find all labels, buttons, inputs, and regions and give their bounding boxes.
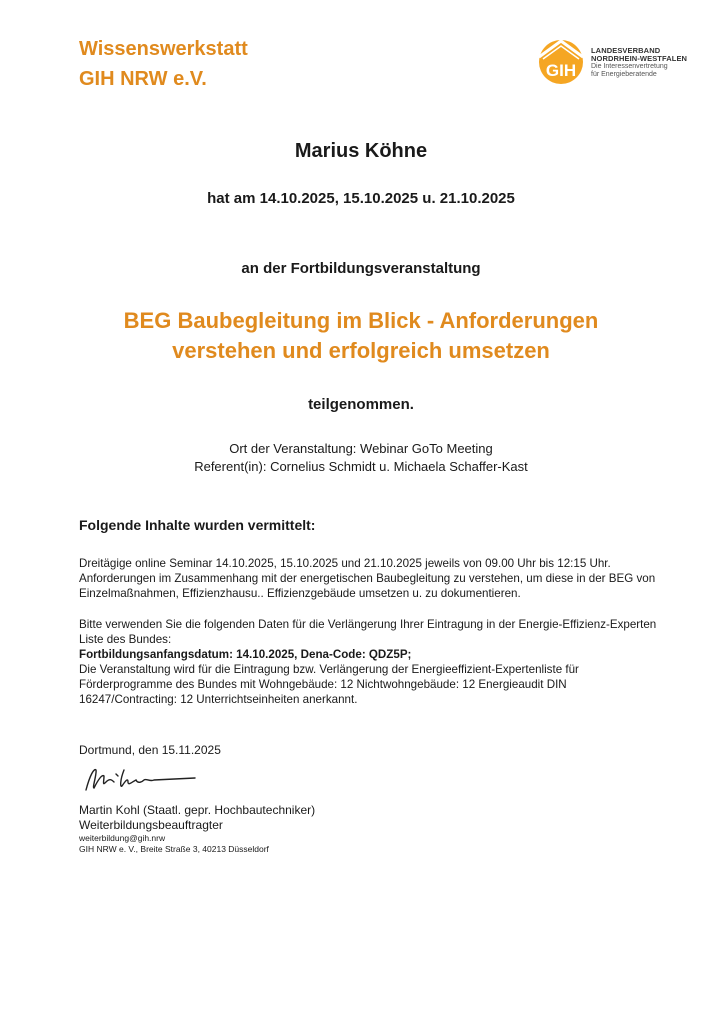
participation-dates: hat am 14.10.2025, 15.10.2025 u. 21.10.2025 <box>207 190 515 207</box>
logo-line1: LANDESVERBAND <box>591 46 661 55</box>
gih-logo <box>535 35 715 85</box>
p1-line3: Einzelmaßnahmen, Effizienzhausu.. Effizienzgebäude umsetzen u. zu dokumentieren. <box>79 587 521 600</box>
contact-email[interactable]: weiterbildung@gih.nrw <box>79 833 166 843</box>
contents-heading: Folgende Inhalte wurden vermittelt: <box>79 517 316 533</box>
contents-paragraph-2 <box>79 617 709 707</box>
p2-line2: Liste des Bundes: <box>79 633 172 646</box>
svg-text:GIH: GIH <box>545 61 577 80</box>
org-title-line2: GIH NRW e.V. <box>79 68 207 90</box>
event-speakers: Referent(in): Cornelius Schmidt u. Michaela Schaffer-Kast <box>194 459 528 474</box>
participant-name: Marius Köhne <box>294 140 428 162</box>
signer-name: Martin Kohl (Staatl. gepr. Hochbautechniker) <box>79 803 316 817</box>
signature-icon <box>80 760 200 800</box>
signer-block <box>79 803 315 855</box>
dena-code-line: Fortbildungsanfangsdatum: 14.10.2025, Dena-Code: QDZ5P; <box>79 648 412 661</box>
course-title <box>0 306 722 366</box>
course-title-line1: BEG Baubegleitung im Blick - Anforderungen <box>123 308 599 333</box>
logo-line3: Die Interessenvertretung <box>591 63 668 70</box>
place-date: Dortmund, den 15.11.2025 <box>79 743 221 757</box>
gih-logo-mark-icon <box>535 35 587 85</box>
postal-address: GIH NRW e. V., Breite Straße 3, 40213 Düsseldorf <box>79 844 269 854</box>
participated-text: teilgenommen. <box>308 396 414 413</box>
p1-line2: Anforderungen im Zusammenhang mit der energetischen Baubegleitung zu verstehen, um diese in der BEG von <box>79 572 656 585</box>
event-details <box>0 440 722 476</box>
event-intro: an der Fortbildungsveranstaltung <box>241 260 481 277</box>
course-title-line2: verstehen und erfolgreich umsetzen <box>172 338 550 363</box>
contents-paragraph-1 <box>79 556 709 601</box>
p2-line5: Förderprogramme des Bundes mit Wohngebäude: 12 Nichtwohngebäude: 12 Energieaudit DIN <box>79 678 567 691</box>
organization-title <box>79 34 248 94</box>
logo-line2: NORDRHEIN-WESTFALEN <box>591 54 688 63</box>
org-title-line1: Wissenswerkstatt <box>79 38 248 60</box>
signer-role: Weiterbildungsbeauftragter <box>79 818 223 832</box>
event-location: Ort der Veranstaltung: Webinar GoTo Meeting <box>229 441 493 456</box>
p2-line6: 16247/Contracting: 12 Unterrichtseinheiten anerkannt. <box>79 693 358 706</box>
p1-line1: Dreitägige online Seminar 14.10.2025, 15.10.2025 und 21.10.2025 jeweils von 09.00 Uhr bis 12:15 Uhr. <box>79 557 611 570</box>
p2-line4: Die Veranstaltung wird für die Eintragung bzw. Verlängerung der Energieeffizient-Expertenliste für <box>79 663 579 676</box>
logo-line4: für Energieberatende <box>591 71 657 78</box>
p2-line1: Bitte verwenden Sie die folgenden Daten für die Verlängerung Ihrer Eintragung in der Energie-Effizienz-Experten <box>79 618 657 631</box>
